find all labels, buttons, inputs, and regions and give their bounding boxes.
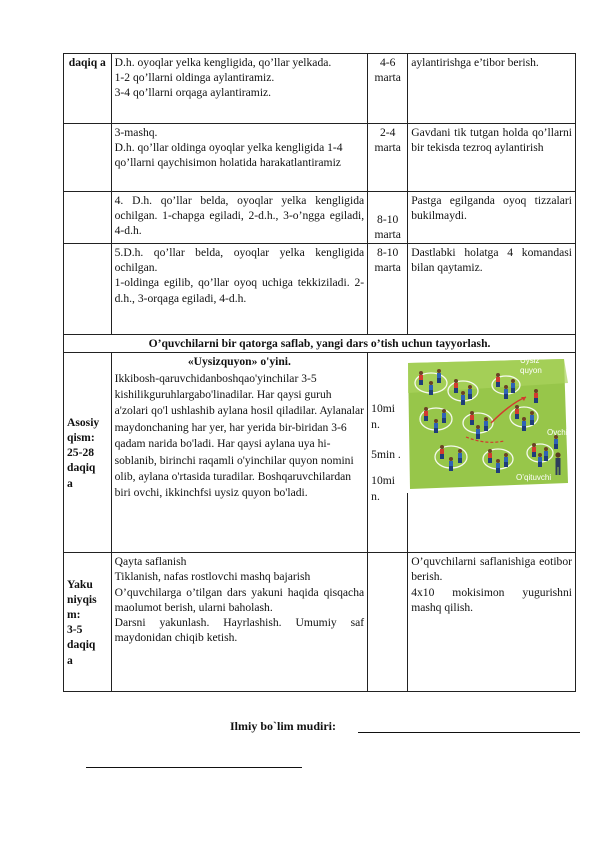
dosage-cell xyxy=(368,553,408,692)
player-figure xyxy=(496,459,500,473)
table-row xyxy=(64,244,576,335)
player-figure xyxy=(534,389,538,403)
exercise-line: D.h. qo’llar oldinga oyoqlar yelka kengligida 1-4 qo’llarni qaychisimon holatida harakatlantiramiz xyxy=(114,141,343,170)
playground-picture xyxy=(406,353,568,493)
player-figure xyxy=(530,411,534,425)
player-figure xyxy=(470,411,474,425)
part-label xyxy=(64,124,112,192)
table-row xyxy=(64,54,576,124)
dosage-value: 8-10 marta xyxy=(374,212,401,241)
signature-line xyxy=(86,767,302,768)
method-note-cell: Dastlabki holatga 4 komandasi bilan qaytamiz. xyxy=(408,244,576,335)
method-note-cell: aylantirishga e’tibor berish. xyxy=(408,54,576,124)
activity-line: Tiklanish, nafas rostlovchi mashq bajarish xyxy=(114,570,311,584)
part-label-line: a xyxy=(67,653,73,667)
player-figure xyxy=(454,379,458,393)
activity-line: O’quvchilarga o’tilgan dars yakuni haqida qisqacha maolumot berish, ularni baholash. xyxy=(114,585,365,614)
part-label xyxy=(64,353,112,553)
player-figure xyxy=(424,407,428,421)
table-row xyxy=(64,353,576,553)
player-figure xyxy=(468,385,472,399)
dosage-value: 5min . xyxy=(371,448,401,462)
player-figure xyxy=(419,371,423,385)
player-figure xyxy=(532,443,536,457)
part-label-line: Asosiy xyxy=(67,415,100,429)
note-line: 4x10 mokisimon yugurishni mashq qilish. xyxy=(411,585,572,614)
table-row xyxy=(64,192,576,244)
label-teacher: O’qituvchi xyxy=(516,473,552,483)
player-figure xyxy=(458,449,462,463)
exercise-line: 5.D.h. qo’llar belda, oyoqlar yelka kengligida ochilgan. xyxy=(114,246,365,275)
method-note-cell: Gavdani tik tutgan holda qo’llarni bir tekisda tezroq aylantirish xyxy=(408,124,576,192)
player-figure xyxy=(476,425,480,439)
player-figure xyxy=(538,453,542,467)
dosage-cell: 4-6 marta xyxy=(368,54,408,124)
dosage-cell xyxy=(368,353,408,553)
part-label-line: a xyxy=(67,476,73,490)
part-label xyxy=(64,553,112,692)
player-figure xyxy=(461,391,465,405)
part-label-line: 3-5 xyxy=(67,623,83,637)
player-figure xyxy=(496,373,500,387)
exercise-line: 3-4 qo’llarni orqaga aylantiramiz. xyxy=(114,86,272,100)
activity-line: Qayta saflanish xyxy=(114,555,187,569)
exercise-line: 1-oldinga egilib, qo’llar oyoq uchiga tekkiziladi. 2-d.h., 3-orqaga egiladi, 4-d.h. xyxy=(114,276,365,305)
exercise-cell: 4. D.h. qo’llar belda, oyoqlar yelka kengligida ochilgan. 1-chapga egiladi, 2-d.h., 3-o’ngga egiladi, 4-d.h. xyxy=(111,192,368,244)
part-label xyxy=(64,192,112,244)
method-note-cell xyxy=(408,553,576,692)
part-label: daqiq a xyxy=(64,54,112,124)
exercise-line: 1-2 qo’llarni oldinga aylantiramiz. xyxy=(114,71,275,85)
part-label-line: qism: xyxy=(67,430,95,444)
banner-text: O’quvchilarni bir qatorga saflab, yangi dars o’tish uchun tayyorlash xyxy=(148,337,488,350)
game-description-cell xyxy=(111,353,368,553)
player-figure xyxy=(515,405,519,419)
part-label-line: daqiq xyxy=(67,461,96,475)
player-figure xyxy=(522,417,526,431)
player-figure xyxy=(511,379,515,393)
department-head-label: Ilmiy bo`lim mudiri: xyxy=(230,719,337,733)
dosage-cell: 2-4 marta xyxy=(368,124,408,192)
dosage-value: 10mi n. xyxy=(371,402,395,432)
illustration-cell xyxy=(408,353,576,553)
exercise-cell xyxy=(111,244,368,335)
game-illustration xyxy=(406,353,568,493)
player-figure xyxy=(434,419,438,433)
part-label-line: niyqis xyxy=(67,592,97,606)
method-note-cell: Pastga egilganda oyoq tizzalari bukilmaydi. xyxy=(408,192,576,244)
exercise-line: 3-mashq. xyxy=(114,126,158,139)
player-figure xyxy=(488,449,492,463)
exercise-cell xyxy=(111,124,368,192)
part-label-line: 25-28 xyxy=(67,446,95,460)
player-figure xyxy=(484,417,488,431)
lesson-plan-table xyxy=(63,53,576,692)
exercise-cell xyxy=(111,54,368,124)
player-figure xyxy=(504,453,508,467)
player-figure xyxy=(437,369,441,383)
activity-line: Darsni yakunlash. Hayrlashish. Umumiy saf maydonidan chiqib ketish. xyxy=(114,616,365,645)
dosage-cell: 8-10 marta xyxy=(368,244,408,335)
exercise-line: D.h. oyoqlar yelka kengligida, qo’llar yelkada. xyxy=(114,56,332,69)
note-line: O’quvchilarni saflanishiga eotibor berish. xyxy=(411,555,572,584)
signature-line xyxy=(358,732,580,733)
player-figure xyxy=(449,457,453,471)
game-text: Ikkibosh-qaruvchidanboshqao'yinchilar 3-5 kishilikguruhlargabo'linadilar. Har qaysi guruh a'zolari qo'l ushlashib aylana hosil qiladilar. Aylanalar maydonchaning har yer, har yerida bir-biridan 3-6 qadam narida bo'ladi. Har qaysi aylana uya hi-soblanib, birinchi raqamli o'yinchilar quyon nomini olib, aylana o'rtasida turadilar. Boshqaruvchilardan biri ovchi, ikkinchfsi uysiz quyon bo'ladi. xyxy=(114,371,365,500)
dosage-cell xyxy=(368,192,408,244)
table-row xyxy=(64,553,576,692)
label-uysiz: Uysiz xyxy=(520,356,540,366)
part-label-line: daqiq xyxy=(67,638,96,652)
label-quyon: quyon xyxy=(520,366,542,376)
part-label xyxy=(64,244,112,335)
section-banner: O’quvchilarni bir qatorga saflab, yangi dars o’tish uchun tayyorlash. xyxy=(64,335,576,353)
table-row xyxy=(64,124,576,192)
part-label-line: m: xyxy=(67,608,81,621)
table-row xyxy=(64,335,576,353)
dosage-value: 10mi n. xyxy=(371,474,395,504)
player-figure xyxy=(554,435,558,449)
player-figure xyxy=(440,445,444,459)
final-activities-cell xyxy=(111,553,368,692)
label-ovchi: Ovchi xyxy=(547,428,568,438)
game-title: «Uysizquyon» o'yini. xyxy=(187,355,291,369)
player-figure xyxy=(429,381,433,395)
player-figure xyxy=(504,385,508,399)
part-label-line: Yaku xyxy=(67,577,93,591)
player-figure xyxy=(544,447,548,461)
player-figure xyxy=(442,409,446,423)
